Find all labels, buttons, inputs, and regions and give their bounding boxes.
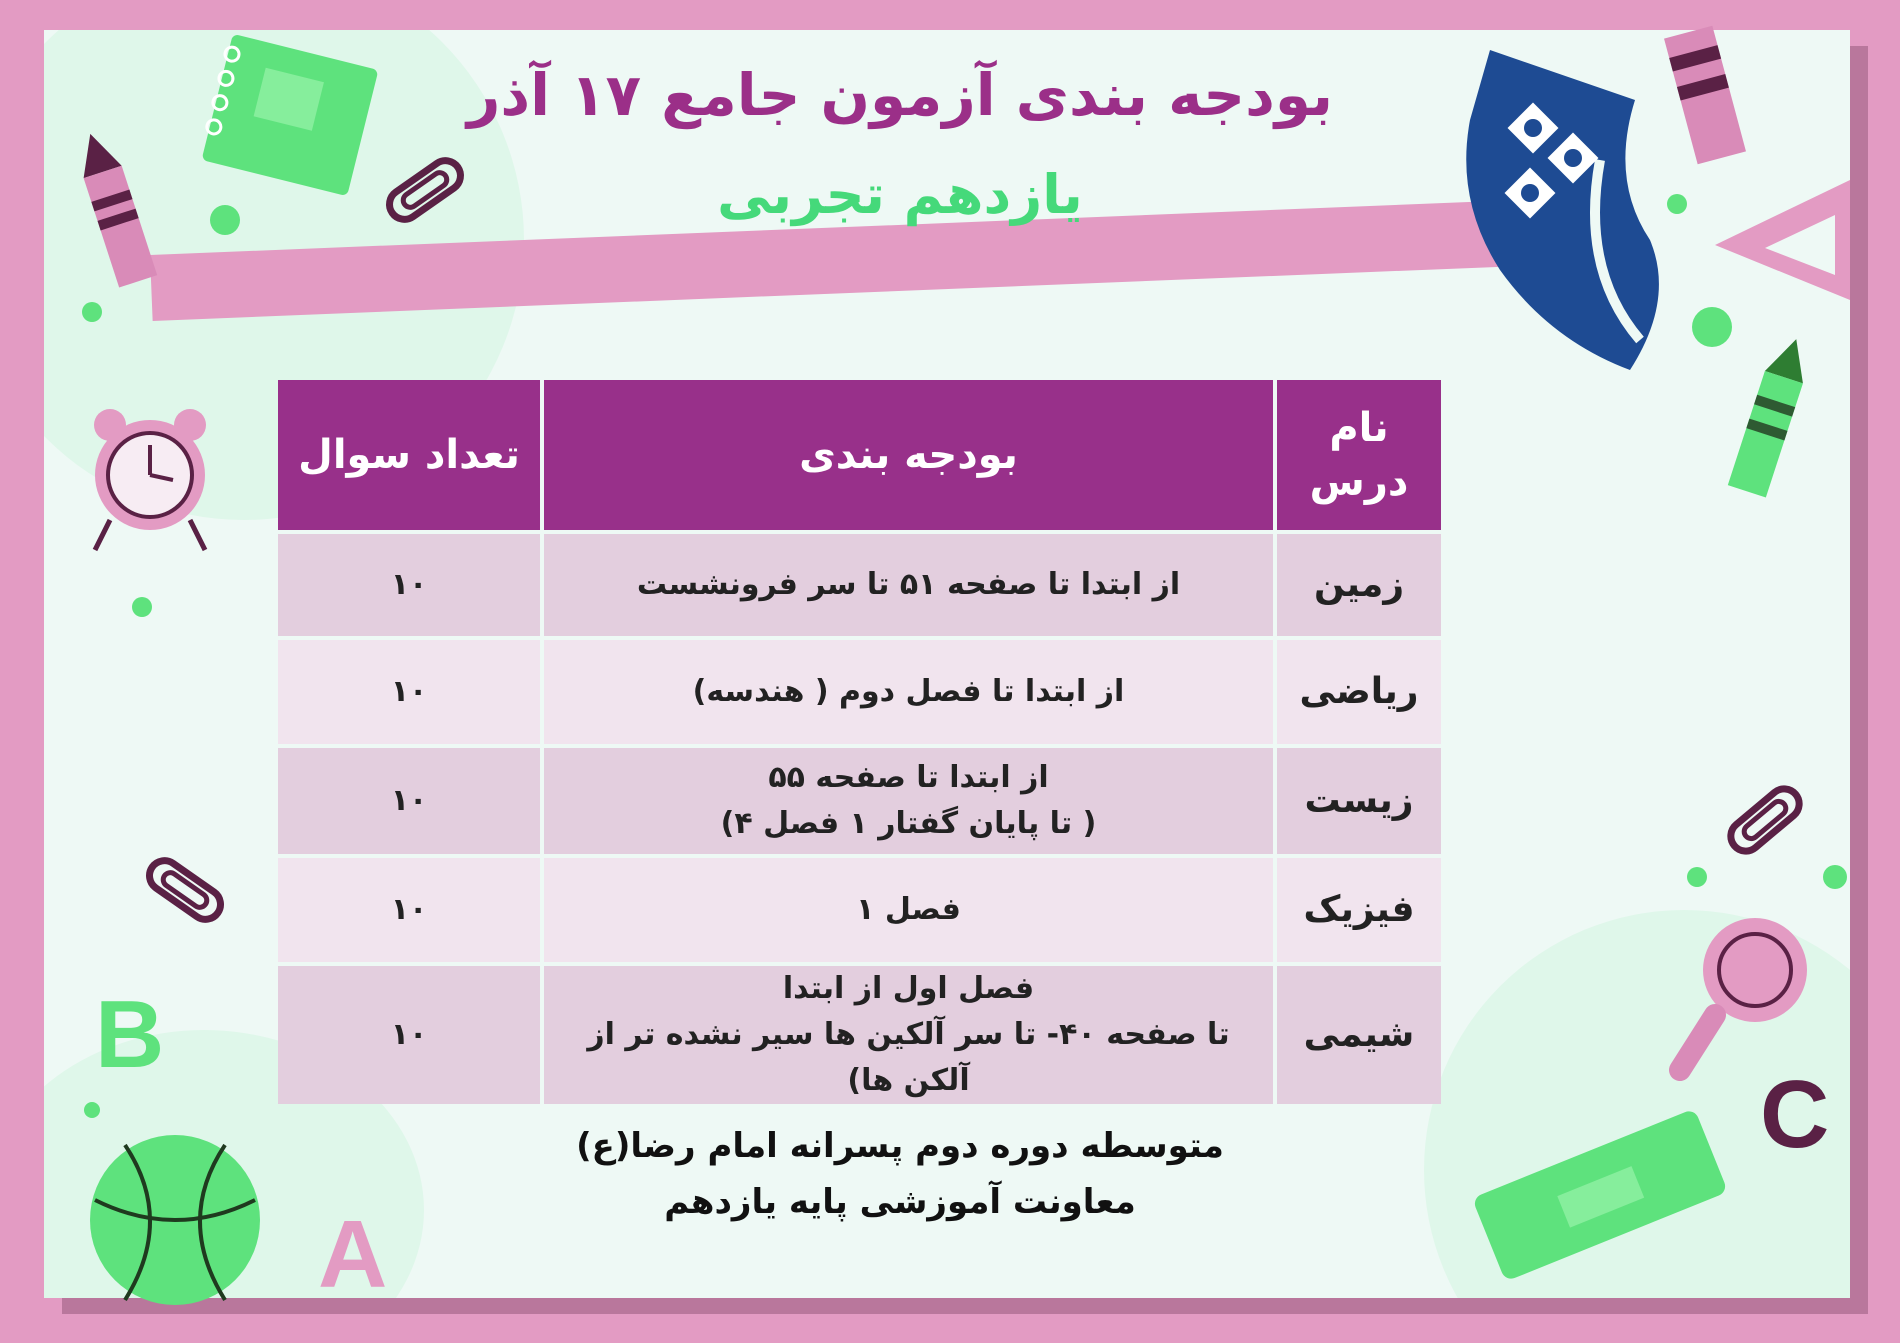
subject-cell: شیمی bbox=[1275, 964, 1441, 1104]
budget-line: تا صفحه ۴۰- تا سر آلکین ها سیر نشده تر از آلکن ها) bbox=[587, 1017, 1230, 1098]
page-title: بودجه بندی آزمون جامع ۱۷ آذر bbox=[467, 61, 1333, 129]
decor-letter-b: B bbox=[95, 981, 165, 1088]
dot bbox=[1690, 305, 1740, 355]
dot bbox=[1823, 865, 1853, 895]
table-row bbox=[278, 964, 1441, 1104]
budget-line: از ابتدا تا صفحه ۵۵ bbox=[768, 760, 1049, 795]
budget-line: ( تا پایان گفتار ۱ فصل ۴) bbox=[720, 806, 1097, 841]
subject-cell: ریاضی bbox=[1275, 638, 1441, 746]
column-header-count: تعداد سوال bbox=[278, 380, 542, 532]
budget-cell bbox=[542, 638, 1275, 746]
subject-cell: فیزیک bbox=[1275, 856, 1441, 964]
budget-line: از ابتدا تا صفحه ۵۱ تا سر فرونشست bbox=[636, 567, 1181, 602]
count-cell: ۱۰ bbox=[278, 856, 542, 964]
budget-line: از ابتدا تا فصل دوم ( هندسه) bbox=[692, 674, 1125, 709]
budget-cell bbox=[542, 746, 1275, 856]
budget-table bbox=[278, 380, 1441, 1104]
paperclip-icon bbox=[1715, 780, 1815, 860]
budget-cell bbox=[542, 532, 1275, 638]
table-row bbox=[278, 856, 1441, 964]
pencil-case-icon bbox=[1470, 1110, 1730, 1280]
basketball-icon bbox=[85, 1130, 265, 1310]
footer-school-name: متوسطه دوره دوم پسرانه امام رضا(ع) bbox=[576, 1126, 1224, 1166]
page-subtitle: یازدهم تجربی bbox=[717, 163, 1083, 226]
dot bbox=[82, 1100, 112, 1130]
count-cell: ۱۰ bbox=[278, 532, 542, 638]
footer-department: معاونت آموزشی پایه یازدهم bbox=[664, 1182, 1136, 1222]
column-header-subject: نام درس bbox=[1275, 380, 1441, 532]
dot bbox=[130, 595, 160, 625]
count-cell: ۱۰ bbox=[278, 964, 542, 1104]
count-cell: ۱۰ bbox=[278, 638, 542, 746]
paperclip-icon bbox=[375, 150, 475, 230]
dot bbox=[1685, 865, 1715, 895]
dot bbox=[210, 205, 250, 245]
dot bbox=[80, 300, 120, 340]
subject-cell: زیست bbox=[1275, 746, 1441, 856]
budget-line: فصل اول از ابتدا bbox=[782, 971, 1035, 1006]
count-cell: ۱۰ bbox=[278, 746, 542, 856]
paperclip-icon bbox=[135, 850, 235, 930]
budget-line: فصل ۱ bbox=[856, 892, 961, 927]
crayon-icon bbox=[70, 125, 160, 295]
alarm-clock-icon bbox=[65, 380, 235, 560]
table-row bbox=[278, 638, 1441, 746]
table-header-row bbox=[278, 380, 1441, 532]
school-logo-icon bbox=[1430, 40, 1670, 380]
footer bbox=[450, 1118, 1350, 1230]
crayon-icon bbox=[1715, 330, 1825, 510]
notebook-icon bbox=[195, 30, 385, 200]
budget-cell bbox=[542, 964, 1275, 1104]
decor-letter-a: A bbox=[318, 1201, 388, 1308]
subject-cell: زمین bbox=[1275, 532, 1441, 638]
column-header-budget: بودجه بندی bbox=[542, 380, 1275, 532]
decor-letter-c: C bbox=[1760, 1061, 1830, 1168]
table-row bbox=[278, 532, 1441, 638]
budget-cell bbox=[542, 856, 1275, 964]
table-row bbox=[278, 746, 1441, 856]
triangle-ruler-icon bbox=[1710, 170, 1860, 310]
